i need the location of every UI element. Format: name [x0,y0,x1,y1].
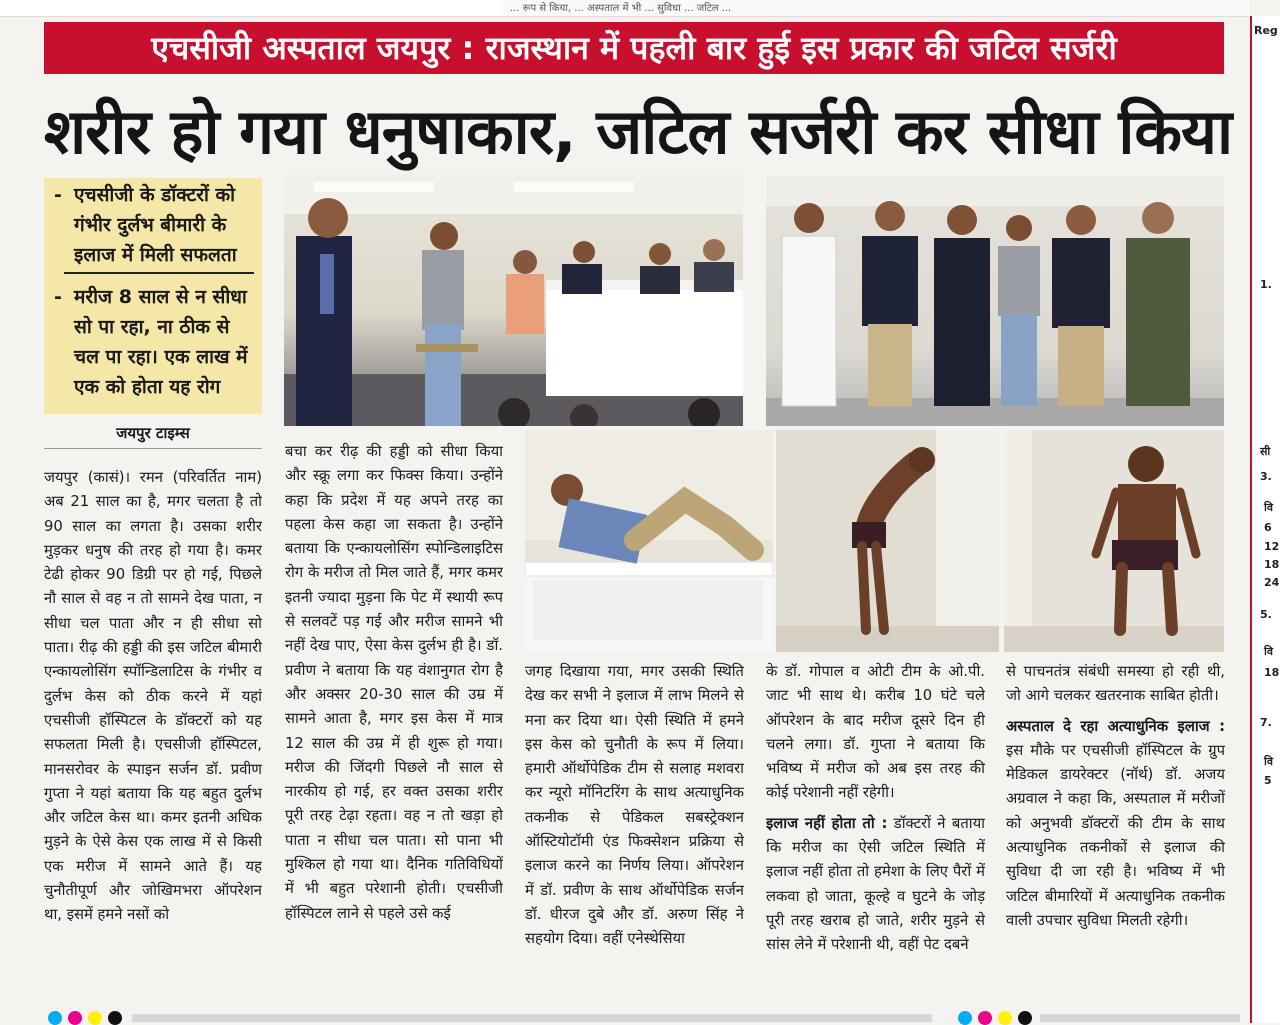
edge-label: वि [1264,755,1273,768]
headline: शरीर हो गया धनुषाकार, जटिल सर्जरी कर सीधा किया [44,95,1233,168]
red-banner-kicker: एचसीजी अस्पताल जयपुर : राजस्थान में पहली बार हुई इस प्रकार की जटिल सर्जरी [44,22,1224,74]
highlights-box [44,178,262,414]
edge-label: 5 [1264,774,1272,787]
adjacent-column-edge [1250,16,1280,1023]
bullet-dash-icon: - [54,184,62,206]
top-strip-blank [0,0,500,16]
edge-label: सी [1260,445,1271,458]
edge-label: Reg [1254,24,1278,37]
photo-doctors-group [766,176,1224,426]
edge-label: 5. [1260,608,1272,621]
subheading: इलाज नहीं होता तो : [766,814,888,832]
highlight-item [44,282,262,402]
photo-press-conference [284,174,743,426]
top-strip [0,0,1250,17]
article-text: डॉक्टरों ने बताया कि मरीज का ऐसी जटिल स्थिति में इलाज नहीं होता तो हमेशा के लिए पैरों में लकवा हो जाता, कूल्हे व घुटने के जोड़ पूरी तरह खराब हो जाते, शरीर मुड़ने से सांस लेने में परेशानी थी, वहीं पेट दबने [766,814,985,954]
print-color-bar [1040,1014,1240,1022]
article-text: जयपुर (कासं)। रमन (परिवर्तित नाम) अब 21 साल का है, मगर चलता है तो 90 साल का लगता है। उसका शरीर मुड़कर धनुष की तरह हो गया है। कमर टेढी होकर 90 डिग्री पर हो गई, पिछले नौ साल से वह न तो सामने देख पाता, न सीधा चल पाता और न ही सीधा सो पाता। रीढ़ की हड्डी की इस जटिल बीमारी एन्कायलोसिंग स्पॉन्डिलाटिस के गंभीर व दुर्लभ केस को ठीक करने में यहां एचसीजी हॉस्पिटल के डॉक्टरों को यह सफलता मिली है। एचसीजी हॉस्पिटल, मानसरोवर के स्पाइन सर्जन डॉ. प्रवीण गुप्ता ने यहां बताया कि यह बहुत दुर्लभ और जटिल केस था। कमर इतनी अधिक मुड़ने के ऐसे केस एक लाख में से किसी एक मरीज में सामने आते हैं। यह चुनौतीपूर्ण और जोखिमभरा ऑपरेशन था, इसमें हमने नसों को [44,469,262,924]
article-column-5 [1006,660,1225,996]
article-column-2 [285,440,503,996]
article-column-3 [525,660,744,996]
patient-bed-illustration [525,430,773,652]
bullet-dash-icon: - [54,286,62,308]
top-strip-text: ... रूप से किया, ... अस्पताल में भी ... सुविधा ... जटिल ... [510,3,732,14]
edge-label: 3. [1260,470,1272,483]
article-text: के डॉ. गोपाल व ओटी टीम के ओ.पी. जाट भी साथ थे। करीब 10 घंटे चले ऑपरेशन के बाद मरीज दूसरे दिन ही चलने लगा। डॉ. गुप्ता ने बताया कि भविष्य में मरीज को अब इस तरह की कोई परेशानी नहीं रहेगी। [766,663,985,802]
press-conference-illustration [284,174,743,426]
edge-label: 1. [1260,278,1272,291]
edge-label: वि [1264,645,1273,658]
patient-side-illustration [776,430,999,652]
edge-label: 24 [1264,576,1280,589]
edge-label: 18 [1264,558,1280,571]
photo-patient-bed [525,430,773,652]
article-text: इस मौके पर एचसीजी हॉस्पिटल के ग्रुप मेडिकल डायरेक्टर (नॉर्थ) डॉ. अजय अग्रवाल ने कहा कि, अस्पताल में मरीजों को अनुभवी डॉक्टरों की टीम के साथ अत्याधुनिक तकनीकों से इलाज की सुविधा दी जा रही है। भविष्य में भी जटिल बीमारियों में अत्याधुनिक तकनीक वाली उपचार सुविधा मिलती रहेगी। [1006,741,1225,929]
highlight-text: मरीज 8 साल से न सीधा सो पा रहा, ना ठीक से चल पा रहा। एक लाख में एक को होता यह रोग [74,286,248,398]
highlight-divider [64,272,254,274]
edge-label: 6 [1264,521,1272,534]
article-column-1 [44,466,262,996]
article-text: जगह दिखाया गया, मगर उसकी स्थिति देख कर सभी ने इलाज में लाभ मिलने से मना कर दिया था। ऐसी स्थिति में हमने इस केस को चुनौती के रूप में लिया। हमारी ऑर्थोपेडिक टीम से सलाह मशवरा कर न्यूरो मॉनिटरिंग के साथ अत्याधुनिक तकनीक से पेडिकल सबस्ट्रेक्शन ऑस्टियोटॉमी एंड फिक्सेशन प्रक्रिया से इलाज करने का निर्णय लिया। ऑपरेशन में डॉ. प्रवीण के साथ ऑर्थोपेडिक सर्जन डॉ. धीरज दुबे और डॉ. अरुण सिंह ने सहयोग दिया। वहीं एनेस्थेसिया [525,663,744,948]
highlight-item [44,180,262,270]
article-text: से पाचनतंत्र संबंधी समस्या हो रही थी, जो आगे चलकर खतरनाक साबित होती। [1006,663,1225,705]
print-color-bar [132,1014,932,1022]
photo-patient-side-view [776,430,999,652]
patient-front-illustration [1004,430,1224,652]
doctors-group-illustration [766,176,1224,426]
edge-label: 18 [1264,666,1280,679]
subheading: अस्पताल दे रहा अत्याधुनिक इलाज : [1006,717,1225,735]
edge-label: 7. [1260,716,1272,729]
highlight-text: एचसीजी के डॉक्टरों को गंभीर दुर्लभ बीमारी के इलाज में मिली सफलता [74,184,237,266]
article-column-4 [766,660,985,996]
byline: जयपुर टाइम्स [44,418,262,449]
edge-label: 12 [1264,540,1280,553]
article-text: बचा कर रीढ़ की हड्डी को सीधा किया और स्क्रू लगा कर फिक्स किया। उन्होंने कहा कि प्रदेश में यह अपने तरह का पहला केस कहा जा सकता है। उन्होंने बताया कि एन्कायलोसिंग स्पोन्डिलाइटिस रोग के मरीज तो मिल जाते हैं, मगर कमर इतनी ज्यादा मुड़ना कि पेट में स्थायी रूप से सलवटें पड़ गई और मरीज सामने भी नहीं देख पाए, ऐसा केस दुर्लभ ही है। डॉ. प्रवीण ने बताया कि यह वंशानुगत रोग है और अक्सर 20-30 साल की उम्र में सामने आता है, मगर इस केस में मात्र 12 साल की उम्र में ही शुरू हो गया। मरीज की जिंदगी पिछले नौ साल से नारकीय हो गई, हर वक्त उसका शरीर पूरी तरह टेढ़ा रहता। वह न तो खड़ा हो पाता न सीधा चल पाता। सो पाना भी मुश्किल हो गया था। दैनिक गतिविधियों में भी बहुत परेशानी होती। एचसीजी हॉस्पिटल लाने से पहले उसे कई [285,443,503,922]
edge-label: वि [1264,501,1273,514]
photo-patient-front-view [1004,430,1224,652]
